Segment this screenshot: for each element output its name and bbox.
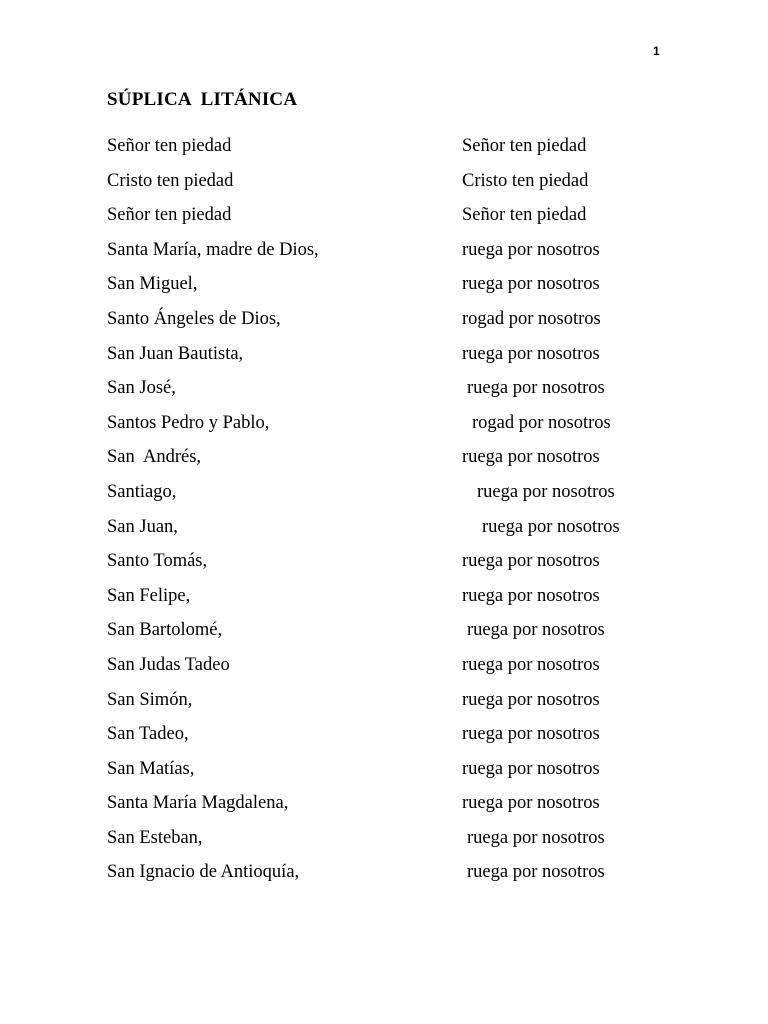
response-text: ruega por nosotros	[462, 654, 600, 675]
response-text: ruega por nosotros	[462, 239, 600, 260]
invocation-text: Señor ten piedad	[107, 205, 232, 226]
response-text: ruega por nosotros	[462, 758, 600, 779]
response-text: ruega por nosotros	[467, 862, 605, 883]
invocation-text: Santa María, madre de Dios,	[107, 239, 319, 260]
litany-row	[107, 653, 707, 688]
litany-row	[107, 688, 707, 723]
litany-row	[107, 307, 707, 342]
response-text: Señor ten piedad	[462, 136, 587, 156]
invocation-text: San José,	[107, 378, 176, 399]
litany-row	[107, 515, 707, 550]
invocation-text: San Judas Tadeo	[107, 654, 230, 675]
response-text: ruega por nosotros	[462, 585, 600, 606]
invocation-text: Santa María Magdalena,	[107, 793, 289, 814]
litany-row	[107, 411, 707, 446]
invocation-text: San Tadeo,	[107, 724, 189, 745]
invocation-text: Señor ten piedad	[107, 136, 232, 156]
response-text: ruega por nosotros	[482, 516, 620, 537]
litany-row	[107, 203, 707, 238]
invocation-text: San Miguel,	[107, 274, 198, 295]
litany-row	[107, 757, 707, 792]
litany-row	[107, 445, 707, 480]
invocation-text: Santos Pedro y Pablo,	[107, 412, 270, 433]
response-text: ruega por nosotros	[462, 793, 600, 814]
response-text: rogad por nosotros	[472, 412, 611, 433]
litany-row	[107, 584, 707, 619]
invocation-text: San Andrés,	[107, 447, 202, 468]
litany-row	[107, 618, 707, 653]
response-text: ruega por nosotros	[462, 274, 600, 295]
litany-row	[107, 791, 707, 826]
response-text: ruega por nosotros	[467, 620, 605, 641]
litany-row	[107, 238, 707, 273]
litany-row	[107, 549, 707, 584]
litany-row	[107, 826, 707, 861]
invocation-text: San Ignacio de Antioquía,	[107, 862, 300, 883]
response-text: ruega por nosotros	[467, 827, 605, 848]
response-text: ruega por nosotros	[462, 689, 600, 710]
response-text: ruega por nosotros	[462, 724, 600, 745]
response-text: Señor ten piedad	[462, 205, 587, 226]
litany-list	[107, 134, 707, 895]
invocation-text: San Felipe,	[107, 585, 191, 606]
invocation-text: San Juan,	[107, 516, 178, 537]
response-text: Cristo ten piedad	[462, 170, 589, 191]
response-text: rogad por nosotros	[462, 308, 601, 329]
litany-row	[107, 169, 707, 204]
document-title: SÚPLICA LITÁNICA	[107, 89, 298, 110]
invocation-text: San Simón,	[107, 689, 193, 710]
response-text: ruega por nosotros	[462, 343, 600, 364]
response-text: ruega por nosotros	[462, 447, 600, 468]
litany-row	[107, 860, 707, 895]
litany-row	[107, 342, 707, 377]
invocation-text: San Juan Bautista,	[107, 343, 244, 364]
invocation-text: Santiago,	[107, 481, 177, 502]
invocation-text: San Esteban,	[107, 827, 203, 848]
invocation-text: Santo Tomás,	[107, 551, 208, 572]
response-text: ruega por nosotros	[462, 551, 600, 572]
litany-row	[107, 134, 707, 169]
invocation-text: Cristo ten piedad	[107, 170, 234, 191]
invocation-text: San Bartolomé,	[107, 620, 223, 641]
invocation-text: San Matías,	[107, 758, 195, 779]
litany-row	[107, 480, 707, 515]
invocation-text: Santo Ángeles de Dios,	[107, 308, 281, 329]
page-number: 1	[653, 44, 660, 58]
litany-row	[107, 272, 707, 307]
response-text: ruega por nosotros	[467, 378, 605, 399]
response-text: ruega por nosotros	[477, 481, 615, 502]
litany-row	[107, 722, 707, 757]
litany-row	[107, 376, 707, 411]
